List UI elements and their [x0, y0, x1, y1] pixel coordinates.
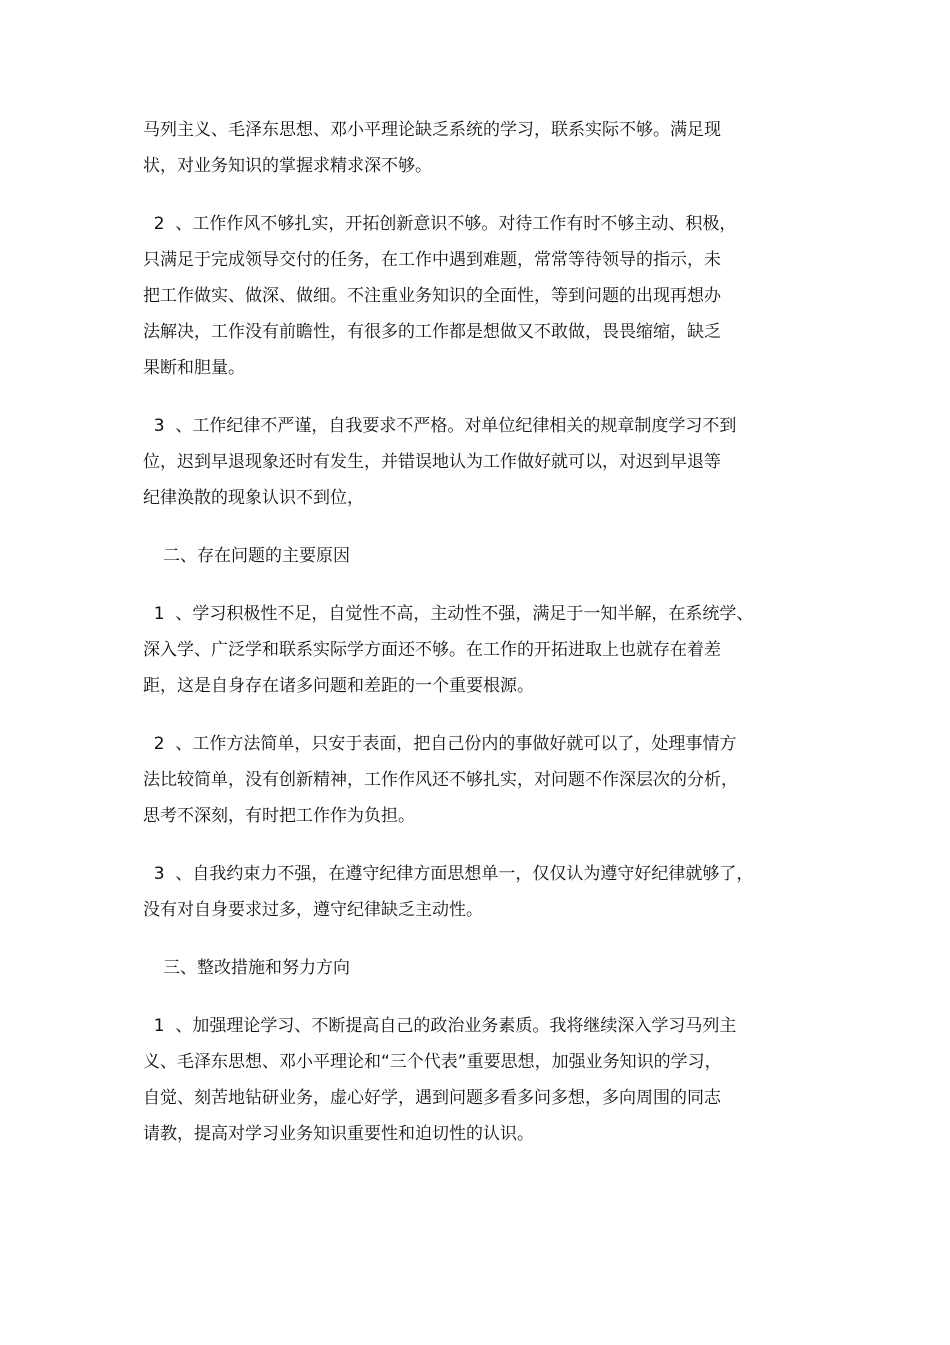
text-line: 自觉、刻苦地钻研业务，虚心好学，遇到问题多看多问多想，多向周围的同志: [143, 1088, 721, 1108]
text-line: 果断和胆量。: [143, 358, 245, 378]
text-line: 2 、工作方法简单，只安于表面，把自己份内的事做好就可以了，处理事情方: [143, 734, 737, 754]
section-heading-causes: [143, 538, 793, 574]
text-line: 思考不深刻，有时把工作作为负担。: [143, 806, 415, 826]
paragraph-measure-theory-study: [143, 1008, 793, 1152]
text-line: 2 、工作作风不够扎实，开拓创新意识不够。对待工作有时不够主动、积极，: [143, 214, 737, 234]
text-line: 3 、工作纪律不严谨，自我要求不严格。对单位纪律相关的规章制度学习不到: [143, 416, 737, 436]
text-line: 法比较简单，没有创新精神，工作作风还不够扎实，对问题不作深层次的分析，: [143, 770, 738, 790]
text-line: 请教，提高对学习业务知识重要性和迫切性的认识。: [143, 1124, 534, 1144]
paragraph-cause-learning: [143, 596, 793, 704]
text-line: 没有对自身要求过多，遵守纪律缺乏主动性。: [143, 900, 483, 920]
heading-text: 二、存在问题的主要原因: [163, 546, 350, 566]
section-heading-measures: [143, 950, 793, 986]
text-line: 3 、自我约束力不强，在遵守纪律方面思想单一，仅仅认为遵守好纪律就够了，: [143, 864, 754, 884]
text-line: 状，对业务知识的掌握求精求深不够。: [143, 156, 432, 176]
text-line: 法解决，工作没有前瞻性，有很多的工作都是想做又不敢做，畏畏缩缩，缺乏: [143, 322, 721, 342]
paragraph-work-style: [143, 206, 793, 386]
text-line: 距，这是自身存在诸多问题和差距的一个重要根源。: [143, 676, 534, 696]
text-line: 深入学、广泛学和联系实际学方面还不够。在工作的开拓进取上也就存在着差: [143, 640, 721, 660]
text-line: 义、毛泽东思想、邓小平理论和“三个代表”重要思想，加强业务知识的学习，: [143, 1052, 722, 1072]
text-line: 纪律涣散的现象认识不到位，: [143, 488, 364, 508]
paragraph-cause-method: [143, 726, 793, 834]
document-body: [143, 112, 793, 1174]
text-line: 马列主义、毛泽东思想、邓小平理论缺乏系统的学习，联系实际不够。满足现: [143, 120, 721, 140]
text-line: 把工作做实、做深、做细。不注重业务知识的全面性，等到问题的出现再想办: [143, 286, 721, 306]
paragraph-work-discipline: [143, 408, 793, 516]
text-line: 只满足于完成领导交付的任务，在工作中遇到难题，常常等待领导的指示，未: [143, 250, 721, 270]
paragraph-cause-self-discipline: [143, 856, 793, 928]
heading-text: 三、整改措施和努力方向: [163, 958, 350, 978]
paragraph-study-shortcoming: [143, 112, 793, 184]
text-line: 1 、学习积极性不足，自觉性不高，主动性不强，满足于一知半解，在系统学、: [143, 604, 754, 624]
text-line: 位，迟到早退现象还时有发生，并错误地认为工作做好就可以，对迟到早退等: [143, 452, 721, 472]
text-line: 1 、加强理论学习、不断提高自己的政治业务素质。我将继续深入学习马列主: [143, 1016, 737, 1036]
